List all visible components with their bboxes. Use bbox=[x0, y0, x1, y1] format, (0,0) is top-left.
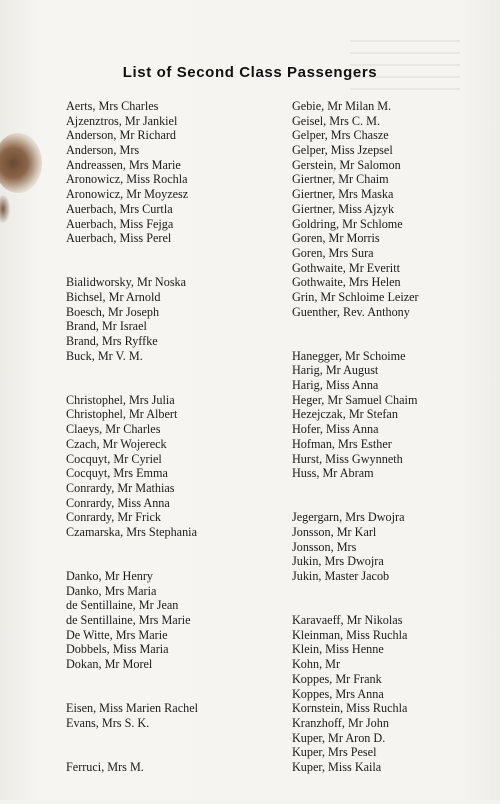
passenger-name: Jukin, Master Jacob bbox=[292, 569, 390, 584]
passenger-name: Claeys, Mr Charles bbox=[66, 422, 161, 437]
passenger-name: Auerbach, Miss Perel bbox=[66, 231, 172, 246]
page-title: List of Second Class Passengers bbox=[122, 64, 378, 81]
passenger-name: Goldring, Mr Schlome bbox=[292, 216, 403, 231]
passenger-name: Hofer, Miss Anna bbox=[292, 422, 379, 437]
passenger-name: Conrardy, Mr Frick bbox=[66, 510, 161, 525]
passenger-name: Goren, Mrs Sura bbox=[292, 245, 374, 260]
passenger-name: Jonsson, Mr Karl bbox=[292, 524, 377, 539]
passenger-name: Auerbach, Miss Fejga bbox=[66, 216, 174, 231]
passenger-name: Hurst, Miss Gwynneth bbox=[292, 451, 403, 466]
passenger-name: Brand, Mrs Ryffke bbox=[66, 334, 158, 349]
right-column bbox=[292, 99, 419, 804]
passenger-name: Danko, Mr Henry bbox=[66, 569, 153, 584]
passenger-name: Jonsson, Mrs bbox=[292, 539, 357, 554]
passenger-group bbox=[66, 569, 198, 672]
passenger-group bbox=[66, 701, 198, 730]
passenger-group bbox=[292, 99, 419, 319]
passenger-name: Geisel, Mrs C. M. bbox=[292, 113, 381, 128]
passenger-name: Jegergarn, Mrs Dwojra bbox=[292, 510, 405, 525]
passenger-name: Cocquyt, Mr Cyriel bbox=[66, 451, 162, 466]
passenger-name: Harig, Miss Anna bbox=[292, 378, 379, 393]
left-column bbox=[66, 99, 198, 804]
passenger-name: Gerstein, Mr Salomon bbox=[292, 157, 401, 172]
passenger-name: Kornstein, Miss Ruchla bbox=[292, 701, 408, 716]
passenger-name: Giertner, Mrs Maska bbox=[292, 187, 394, 202]
passenger-name: Ajzenztros, Mr Jankiel bbox=[66, 113, 178, 128]
passenger-group bbox=[292, 349, 419, 481]
passenger-name: Czamarska, Mrs Stephania bbox=[66, 524, 197, 539]
passenger-name: Harig, Mr August bbox=[292, 363, 379, 378]
passenger-name: Gothwaite, Mrs Helen bbox=[292, 275, 401, 290]
passenger-name: Kohn, Mr bbox=[292, 657, 341, 672]
passenger-name: Andreassen, Mrs Marie bbox=[66, 157, 181, 172]
passenger-name: Kuper, Mrs Pesel bbox=[292, 745, 377, 760]
passenger-name: Kleinman, Miss Ruchla bbox=[292, 627, 408, 642]
passenger-name: Giertner, Mr Chaim bbox=[292, 172, 389, 187]
passenger-name: Boesch, Mr Joseph bbox=[66, 304, 160, 319]
passenger-name: Christophel, Mrs Julia bbox=[66, 392, 175, 407]
passenger-name: Kuper, Mr Aron D. bbox=[292, 730, 386, 745]
passenger-name: Goren, Mr Morris bbox=[292, 231, 380, 246]
passenger-name: Karavaeff, Mr Nikolas bbox=[292, 613, 403, 628]
passenger-name: Dokan, Mr Morel bbox=[66, 657, 153, 672]
passenger-group bbox=[292, 510, 419, 583]
passenger-name: Koppes, Mr Frank bbox=[292, 671, 382, 686]
passenger-name: Hanegger, Mr Schoime bbox=[292, 348, 406, 363]
passenger-name: Guenther, Rev. Anthony bbox=[292, 304, 410, 319]
passenger-name: Bichsel, Mr Arnold bbox=[66, 289, 161, 304]
passenger-group bbox=[66, 275, 198, 363]
paper-stain bbox=[0, 133, 42, 193]
passenger-name: Hofman, Mrs Esther bbox=[292, 436, 392, 451]
passenger-name: Buck, Mr V. M. bbox=[66, 348, 143, 363]
passenger-name: Evans, Mrs S. K. bbox=[66, 715, 150, 730]
passenger-name: Auerbach, Mrs Curtla bbox=[66, 201, 173, 216]
passenger-name: Grin, Mr Schloime Leizer bbox=[292, 289, 419, 304]
passenger-name: Eisen, Miss Marien Rachel bbox=[66, 701, 199, 716]
passenger-name: Anderson, Mr Richard bbox=[66, 128, 177, 143]
passenger-name: Koppes, Mrs Anna bbox=[292, 686, 384, 701]
passenger-name: Bialidworsky, Mr Noska bbox=[66, 275, 187, 290]
paper-stain-small bbox=[0, 195, 10, 223]
passenger-name: Aronowicz, Miss Rochla bbox=[66, 172, 188, 187]
passenger-name: Gebie, Mr Milan M. bbox=[292, 99, 392, 113]
passenger-name: Heger, Mr Samuel Chaim bbox=[292, 392, 418, 407]
passenger-name: Klein, Miss Henne bbox=[292, 642, 384, 657]
passenger-name: De Witte, Mrs Marie bbox=[66, 627, 168, 642]
passenger-name: Czach, Mr Wojereck bbox=[66, 436, 167, 451]
passenger-name: Cocquyt, Mrs Emma bbox=[66, 466, 168, 481]
passenger-name: Huss, Mr Abram bbox=[292, 466, 374, 481]
passenger-name: Aronowicz, Mr Moyzesz bbox=[66, 187, 189, 202]
passenger-name: Hezejczak, Mr Stefan bbox=[292, 407, 398, 422]
passenger-name: de Sentillaine, Mrs Marie bbox=[66, 613, 191, 628]
passenger-name: Gothwaite, Mr Everitt bbox=[292, 260, 400, 275]
passenger-name: Jukin, Mrs Dwojra bbox=[292, 554, 384, 569]
passenger-name: Kranzhoff, Mr John bbox=[292, 715, 389, 730]
passenger-group bbox=[66, 760, 198, 775]
passenger-name: de Sentillaine, Mr Jean bbox=[66, 598, 179, 613]
passenger-name: Anderson, Mrs bbox=[66, 143, 140, 158]
passenger-group bbox=[292, 613, 419, 775]
passenger-name: Gelper, Miss Jzepsel bbox=[292, 143, 393, 158]
passenger-name: Dobbels, Miss Maria bbox=[66, 642, 169, 657]
passenger-name: Brand, Mr Israel bbox=[66, 319, 147, 334]
passenger-group bbox=[66, 393, 198, 540]
passenger-name: Conrardy, Mr Mathias bbox=[66, 480, 175, 495]
passenger-group bbox=[66, 99, 198, 246]
passenger-name: Aerts, Mrs Charles bbox=[66, 99, 159, 113]
passenger-name: Conrardy, Miss Anna bbox=[66, 495, 170, 510]
passenger-name: Giertner, Miss Ajzyk bbox=[292, 201, 395, 216]
passenger-name: Kuper, Miss Kaila bbox=[292, 759, 382, 774]
passenger-name: Christophel, Mr Albert bbox=[66, 407, 178, 422]
passenger-name: Ferruci, Mrs M. bbox=[66, 760, 144, 775]
passenger-name: Danko, Mrs Maria bbox=[66, 583, 157, 598]
passenger-name: Gelper, Mrs Chasze bbox=[292, 128, 389, 143]
